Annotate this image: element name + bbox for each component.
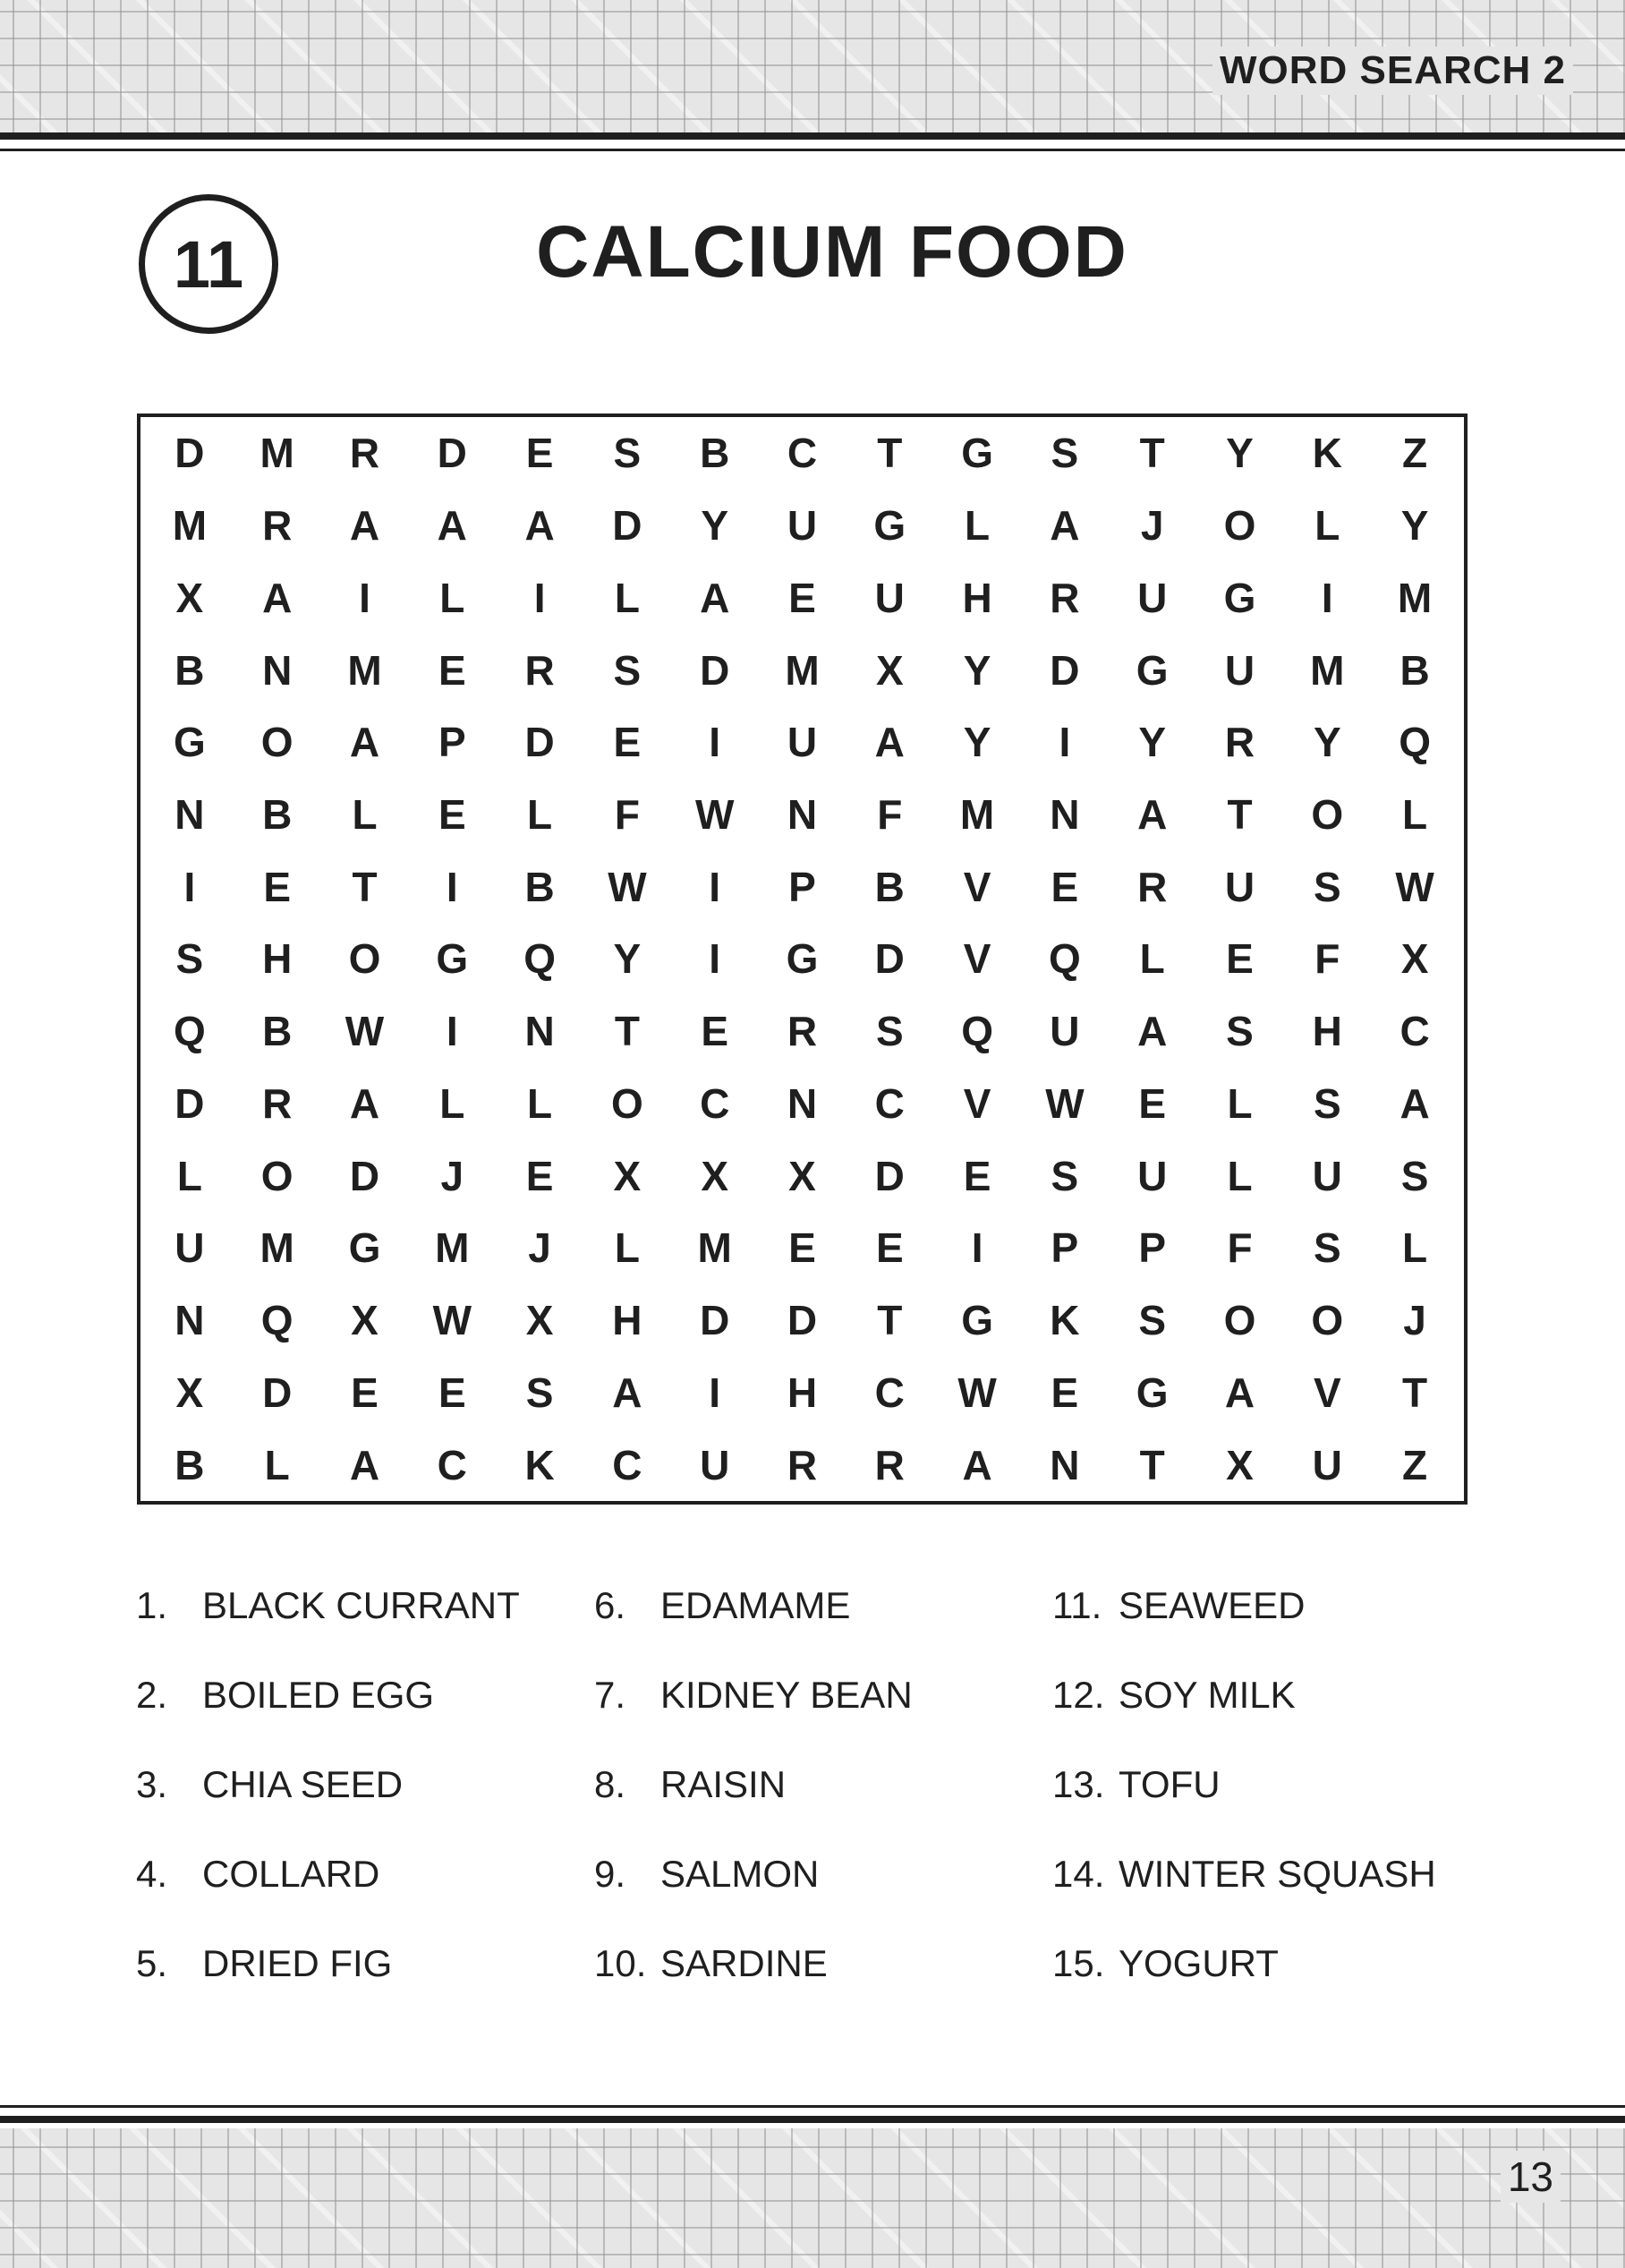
- grid-cell[interactable]: M: [959, 791, 995, 839]
- grid-cell[interactable]: B: [174, 646, 205, 694]
- grid-cell[interactable]: T: [352, 863, 378, 910]
- grid-cell[interactable]: O: [348, 935, 381, 983]
- word-number: 10.: [594, 1942, 647, 1984]
- grid-cell[interactable]: E: [1226, 935, 1254, 983]
- grid-cell[interactable]: R: [262, 502, 293, 550]
- word-list: [136, 1584, 1478, 2014]
- grid-cell[interactable]: T: [1139, 430, 1165, 477]
- grid-cell[interactable]: S: [1051, 1152, 1079, 1199]
- word-list-item: [136, 1942, 594, 2032]
- grid-cell[interactable]: L: [527, 791, 553, 839]
- grid-cell[interactable]: B: [174, 1441, 205, 1488]
- grid-cell[interactable]: G: [174, 719, 206, 766]
- grid-cell[interactable]: A: [1137, 1008, 1168, 1055]
- grid-cell[interactable]: H: [1312, 1008, 1342, 1055]
- grid-cell[interactable]: B: [1400, 646, 1430, 694]
- word-text: YOGURT: [1119, 1942, 1279, 1984]
- grid-cell[interactable]: S: [1400, 1152, 1429, 1199]
- grid-cell[interactable]: M: [435, 1224, 470, 1272]
- grid-cell[interactable]: G: [873, 502, 906, 550]
- grid-cell[interactable]: X: [175, 574, 204, 621]
- grid-cell[interactable]: Q: [260, 1297, 294, 1344]
- page-title: CALCIUM FOOD: [536, 211, 1128, 293]
- word-text: BOILED EGG: [202, 1674, 435, 1716]
- grid-cell[interactable]: F: [614, 791, 640, 839]
- grid-cell[interactable]: T: [614, 1008, 640, 1055]
- grid-cell[interactable]: G: [961, 1297, 993, 1344]
- grid-cell[interactable]: I: [709, 935, 721, 983]
- grid-cell[interactable]: E: [351, 1368, 379, 1416]
- grid-cell[interactable]: S: [1313, 863, 1341, 910]
- grid-cell[interactable]: U: [1312, 1152, 1342, 1199]
- grid-cell[interactable]: Y: [963, 646, 991, 694]
- grid-cell[interactable]: L: [1402, 1224, 1428, 1272]
- grid-cell[interactable]: D: [787, 1297, 818, 1344]
- grid-cell[interactable]: O: [260, 1152, 294, 1199]
- word-text: COLLARD: [202, 1853, 380, 1895]
- grid-cell[interactable]: E: [701, 1008, 729, 1055]
- word-list-item: [136, 1584, 594, 1674]
- page-number: 13: [1501, 2151, 1561, 2203]
- grid-cell[interactable]: P: [438, 719, 466, 766]
- grid-cell[interactable]: R: [874, 1441, 905, 1488]
- grid-cell[interactable]: E: [788, 1224, 816, 1272]
- grid-cell[interactable]: N: [262, 646, 293, 694]
- letter-grid: [137, 414, 1468, 1505]
- grid-cell[interactable]: W: [694, 791, 735, 839]
- word-list-item: [136, 1763, 594, 1853]
- word-text: KIDNEY BEAN: [660, 1674, 913, 1716]
- grid-cell[interactable]: N: [174, 1297, 205, 1344]
- grid-cell[interactable]: U: [174, 1224, 205, 1272]
- grid-cell[interactable]: M: [172, 502, 208, 550]
- grid-cell[interactable]: C: [612, 1441, 642, 1488]
- grid-cell[interactable]: L: [1139, 935, 1165, 983]
- grid-cell[interactable]: A: [1224, 1368, 1255, 1416]
- grid-cell[interactable]: D: [700, 1297, 730, 1344]
- grid-cell[interactable]: P: [1138, 1224, 1167, 1272]
- word-text: CHIA SEED: [202, 1763, 404, 1805]
- grid-cell[interactable]: L: [1227, 1079, 1253, 1127]
- grid-cell[interactable]: H: [612, 1297, 642, 1344]
- grid-cell[interactable]: M: [1310, 646, 1345, 694]
- grid-cell[interactable]: J: [440, 1152, 464, 1199]
- grid-cell[interactable]: Z: [1402, 1441, 1428, 1488]
- grid-cell[interactable]: Y: [613, 935, 642, 983]
- footer-divider-thick: [0, 2116, 1625, 2123]
- grid-cell[interactable]: E: [613, 719, 642, 766]
- grid-cell[interactable]: V: [1313, 1368, 1341, 1416]
- grid-cell[interactable]: U: [700, 1441, 730, 1488]
- grid-cell[interactable]: C: [787, 430, 818, 477]
- grid-cell[interactable]: G: [348, 1224, 381, 1272]
- word-number: 11.: [1052, 1584, 1102, 1626]
- grid-cell[interactable]: Q: [1399, 719, 1431, 766]
- word-text: WINTER SQUASH: [1119, 1853, 1436, 1895]
- grid-cell[interactable]: X: [175, 1368, 204, 1416]
- grid-cell[interactable]: Y: [963, 719, 991, 766]
- word-number: 4.: [136, 1853, 168, 1895]
- grid-cell[interactable]: A: [349, 502, 380, 550]
- grid-cell[interactable]: L: [614, 1224, 640, 1272]
- grid-cell[interactable]: I: [709, 1368, 721, 1416]
- word-list-item: [1052, 1763, 1478, 1853]
- word-number: 15.: [1052, 1942, 1105, 1984]
- grid-cell[interactable]: M: [697, 1224, 732, 1272]
- grid-cell[interactable]: K: [1312, 430, 1342, 477]
- grid-cell[interactable]: C: [700, 1079, 730, 1127]
- grid-cell[interactable]: I: [446, 1008, 458, 1055]
- grid-cell[interactable]: O: [1223, 502, 1256, 550]
- grid-cell[interactable]: N: [1050, 1441, 1080, 1488]
- grid-cell[interactable]: K: [1050, 1297, 1080, 1344]
- grid-cell[interactable]: I: [971, 1224, 983, 1272]
- grid-cell[interactable]: X: [1400, 935, 1429, 983]
- grid-cell[interactable]: A: [349, 1079, 380, 1127]
- grid-cell[interactable]: X: [525, 1297, 554, 1344]
- word-number: 8.: [594, 1763, 626, 1805]
- grid-cell[interactable]: I: [1059, 719, 1071, 766]
- grid-cell[interactable]: M: [259, 430, 294, 477]
- grid-cell[interactable]: K: [524, 1441, 555, 1488]
- grid-cell[interactable]: E: [963, 1152, 991, 1199]
- grid-cell[interactable]: Q: [1049, 935, 1081, 983]
- grid-cell[interactable]: L: [527, 1079, 553, 1127]
- grid-cell[interactable]: U: [1312, 1441, 1342, 1488]
- word-text: TOFU: [1119, 1763, 1221, 1805]
- grid-cell[interactable]: H: [962, 574, 992, 621]
- grid-cell[interactable]: E: [875, 1224, 904, 1272]
- grid-cell[interactable]: T: [1139, 1441, 1165, 1488]
- grid-cell[interactable]: Y: [1138, 719, 1167, 766]
- grid-cell[interactable]: U: [1224, 646, 1255, 694]
- grid-cell[interactable]: D: [612, 502, 642, 550]
- grid-cell[interactable]: L: [176, 1152, 202, 1199]
- grid-cell[interactable]: F: [877, 791, 903, 839]
- grid-cell[interactable]: E: [438, 791, 466, 839]
- grid-cell[interactable]: M: [1397, 574, 1433, 621]
- grid-cell[interactable]: Q: [523, 935, 556, 983]
- grid-cell[interactable]: S: [1226, 1008, 1254, 1055]
- grid-cell[interactable]: C: [437, 1441, 467, 1488]
- grid-cell[interactable]: M: [259, 1224, 294, 1272]
- grid-cell[interactable]: Y: [1226, 430, 1254, 477]
- grid-cell[interactable]: L: [439, 574, 465, 621]
- grid-cell[interactable]: I: [709, 719, 721, 766]
- word-text: SOY MILK: [1119, 1674, 1296, 1716]
- grid-cell[interactable]: W: [345, 1008, 385, 1055]
- grid-cell[interactable]: X: [351, 1297, 379, 1344]
- grid-cell[interactable]: R: [262, 1079, 293, 1127]
- grid-cell[interactable]: E: [788, 574, 816, 621]
- word-list-item: [136, 1853, 594, 1942]
- grid-cell[interactable]: S: [1051, 430, 1079, 477]
- header-label: WORD SEARCH 2: [1212, 47, 1573, 95]
- grid-cell[interactable]: D: [349, 1152, 380, 1199]
- grid-cell[interactable]: A: [1050, 502, 1080, 550]
- word-number: 7.: [594, 1674, 626, 1716]
- grid-cell[interactable]: D: [174, 1079, 205, 1127]
- word-list-item: [594, 1584, 1052, 1674]
- word-list-item: [1052, 1942, 1478, 2032]
- grid-cell[interactable]: G: [1136, 646, 1169, 694]
- word-text: EDAMAME: [660, 1584, 851, 1626]
- grid-cell[interactable]: G: [1136, 1368, 1169, 1416]
- grid-cell[interactable]: R: [349, 430, 380, 477]
- grid-cell[interactable]: D: [262, 1368, 293, 1416]
- grid-cell[interactable]: E: [1138, 1079, 1167, 1127]
- grid-cell[interactable]: D: [437, 430, 467, 477]
- word-number: 6.: [594, 1584, 626, 1626]
- grid-cell[interactable]: B: [874, 863, 905, 910]
- word-list-item: [594, 1763, 1052, 1853]
- grid-cell[interactable]: G: [961, 430, 993, 477]
- word-list-item: [1052, 1853, 1478, 1942]
- grid-cell[interactable]: G: [786, 935, 819, 983]
- word-number: 1.: [136, 1584, 168, 1626]
- grid-cell[interactable]: N: [174, 791, 205, 839]
- grid-cell[interactable]: P: [1051, 1224, 1079, 1272]
- grid-cell[interactable]: I: [183, 863, 196, 910]
- grid-cell[interactable]: O: [611, 1079, 643, 1127]
- grid-cell[interactable]: O: [1311, 1297, 1344, 1344]
- grid-cell[interactable]: G: [436, 935, 469, 983]
- grid-cell[interactable]: D: [1050, 646, 1080, 694]
- word-list-item: [594, 1674, 1052, 1763]
- grid-cell[interactable]: P: [788, 863, 816, 910]
- grid-cell[interactable]: D: [524, 719, 555, 766]
- header-divider-thick: [0, 132, 1625, 140]
- grid-cell[interactable]: A: [612, 1368, 642, 1416]
- grid-cell[interactable]: L: [965, 502, 991, 550]
- grid-cell[interactable]: E: [525, 430, 554, 477]
- grid-cell[interactable]: U: [1137, 574, 1168, 621]
- word-list-item: [594, 1942, 1052, 2032]
- grid-cell[interactable]: B: [524, 863, 555, 910]
- grid-cell[interactable]: G: [1223, 574, 1256, 621]
- grid-cell[interactable]: X: [701, 1152, 729, 1199]
- grid-cell[interactable]: U: [787, 719, 818, 766]
- grid-cell[interactable]: R: [787, 1441, 818, 1488]
- grid-cell[interactable]: S: [613, 646, 642, 694]
- grid-cell[interactable]: A: [962, 1441, 992, 1488]
- grid-cell[interactable]: A: [524, 502, 555, 550]
- grid-cell[interactable]: B: [700, 430, 730, 477]
- word-text: RAISIN: [660, 1763, 787, 1805]
- grid-cell[interactable]: S: [1313, 1079, 1341, 1127]
- grid-cell[interactable]: X: [788, 1152, 816, 1199]
- grid-cell[interactable]: Y: [701, 502, 729, 550]
- grid-cell[interactable]: T: [1227, 791, 1253, 839]
- grid-cell[interactable]: L: [614, 574, 640, 621]
- grid-cell[interactable]: F: [1314, 935, 1340, 983]
- grid-cell[interactable]: U: [1224, 863, 1255, 910]
- grid-cell[interactable]: U: [787, 502, 818, 550]
- grid-cell[interactable]: W: [957, 1368, 997, 1416]
- grid-cell[interactable]: H: [262, 935, 293, 983]
- word-number: 13.: [1052, 1763, 1105, 1805]
- grid-cell[interactable]: V: [963, 1079, 991, 1127]
- grid-cell[interactable]: S: [1313, 1224, 1341, 1272]
- grid-cell[interactable]: R: [1050, 574, 1080, 621]
- grid-cell[interactable]: T: [877, 430, 903, 477]
- grid-cell[interactable]: L: [264, 1441, 290, 1488]
- grid-cell[interactable]: Y: [1313, 719, 1341, 766]
- grid-cell[interactable]: S: [525, 1368, 554, 1416]
- grid-cell[interactable]: L: [439, 1079, 465, 1127]
- grid-cell[interactable]: I: [1321, 574, 1333, 621]
- grid-cell[interactable]: A: [349, 719, 380, 766]
- grid-cell[interactable]: E: [438, 646, 466, 694]
- grid-cell[interactable]: V: [963, 863, 991, 910]
- word-list-item: [136, 1674, 594, 1763]
- grid-cell[interactable]: J: [1140, 502, 1164, 550]
- grid-cell[interactable]: O: [260, 719, 294, 766]
- word-number: 5.: [136, 1942, 168, 1984]
- word-list-item: [1052, 1674, 1478, 1763]
- grid-cell[interactable]: W: [1395, 863, 1434, 910]
- grid-cell[interactable]: N: [1050, 791, 1080, 839]
- grid-cell[interactable]: Q: [174, 1008, 206, 1055]
- grid-cell[interactable]: D: [174, 430, 205, 477]
- grid-cell[interactable]: N: [524, 1008, 555, 1055]
- grid-cell[interactable]: H: [787, 1368, 818, 1416]
- grid-cell[interactable]: M: [347, 646, 382, 694]
- word-number: 12.: [1052, 1674, 1105, 1716]
- word-number: 3.: [136, 1763, 168, 1805]
- word-text: BLACK CURRANT: [202, 1584, 520, 1626]
- word-text: SEAWEED: [1119, 1584, 1306, 1626]
- grid-cell[interactable]: X: [1226, 1441, 1254, 1488]
- grid-cell[interactable]: I: [709, 863, 721, 910]
- grid-cell[interactable]: R: [1224, 719, 1255, 766]
- grid-cell[interactable]: E: [263, 863, 292, 910]
- grid-cell[interactable]: R: [787, 1008, 818, 1055]
- word-text: DRIED FIG: [202, 1942, 393, 1984]
- grid-cell[interactable]: D: [874, 935, 905, 983]
- grid-cell[interactable]: B: [262, 1008, 293, 1055]
- grid-cell[interactable]: E: [438, 1368, 466, 1416]
- grid-cell[interactable]: S: [613, 430, 642, 477]
- grid-cell[interactable]: L: [1314, 502, 1340, 550]
- grid-cell[interactable]: Z: [1402, 430, 1428, 477]
- grid-cell[interactable]: X: [875, 646, 904, 694]
- grid-cell[interactable]: S: [1138, 1297, 1167, 1344]
- puzzle-number-badge: [139, 194, 278, 334]
- grid-cell[interactable]: U: [1137, 1152, 1168, 1199]
- grid-cell[interactable]: A: [1137, 791, 1168, 839]
- grid-cell[interactable]: E: [1051, 863, 1079, 910]
- grid-cell[interactable]: J: [1403, 1297, 1426, 1344]
- grid-cell[interactable]: E: [1051, 1368, 1079, 1416]
- grid-cell[interactable]: S: [875, 1008, 904, 1055]
- grid-cell[interactable]: L: [1227, 1152, 1253, 1199]
- grid-cell[interactable]: A: [874, 719, 905, 766]
- grid-cell[interactable]: A: [262, 574, 293, 621]
- word-number: 14.: [1052, 1853, 1105, 1895]
- grid-cell[interactable]: T: [877, 1297, 903, 1344]
- grid-cell[interactable]: O: [1311, 791, 1344, 839]
- grid-cell[interactable]: I: [446, 863, 458, 910]
- grid-cell[interactable]: E: [525, 1152, 554, 1199]
- grid-cell[interactable]: O: [1223, 1297, 1256, 1344]
- word-text: SALMON: [660, 1853, 820, 1895]
- grid-cell[interactable]: C: [1400, 1008, 1430, 1055]
- grid-cell[interactable]: I: [533, 574, 546, 621]
- grid-cell[interactable]: N: [787, 791, 818, 839]
- grid-cell[interactable]: R: [524, 646, 555, 694]
- grid-cell[interactable]: W: [1045, 1079, 1085, 1127]
- grid-cell[interactable]: A: [349, 1441, 380, 1488]
- puzzle-number: 11: [173, 226, 244, 302]
- grid-cell[interactable]: C: [874, 1368, 905, 1416]
- grid-cell[interactable]: W: [608, 863, 647, 910]
- grid-cell[interactable]: J: [528, 1224, 551, 1272]
- grid-cell[interactable]: A: [437, 502, 467, 550]
- grid-cell[interactable]: L: [1402, 791, 1428, 839]
- footer-divider-thin: [0, 2105, 1625, 2108]
- grid-cell[interactable]: V: [963, 935, 991, 983]
- grid-cell[interactable]: R: [1137, 863, 1168, 910]
- grid-cell[interactable]: X: [613, 1152, 642, 1199]
- footer-pattern-band: [0, 2128, 1625, 2268]
- grid-cell[interactable]: D: [700, 646, 730, 694]
- grid-cell[interactable]: Q: [961, 1008, 993, 1055]
- word-list-item: [1052, 1584, 1478, 1674]
- grid-cell[interactable]: A: [700, 574, 730, 621]
- grid-cell[interactable]: U: [1050, 1008, 1080, 1055]
- grid-cell[interactable]: C: [874, 1079, 905, 1127]
- grid-cell[interactable]: U: [874, 574, 905, 621]
- grid-cell[interactable]: L: [352, 791, 378, 839]
- grid-cell[interactable]: W: [432, 1297, 472, 1344]
- grid-cell[interactable]: S: [175, 935, 204, 983]
- grid-cell[interactable]: Y: [1400, 502, 1429, 550]
- grid-cell[interactable]: B: [262, 791, 293, 839]
- word-text: SARDINE: [660, 1942, 828, 1984]
- grid-cell[interactable]: M: [785, 646, 820, 694]
- word-number: 9.: [594, 1853, 626, 1895]
- grid-cell[interactable]: F: [1227, 1224, 1253, 1272]
- grid-cell[interactable]: A: [1400, 1079, 1430, 1127]
- grid-cell[interactable]: I: [359, 574, 370, 621]
- grid-cell[interactable]: D: [874, 1152, 905, 1199]
- header-divider-thin: [0, 149, 1625, 151]
- grid-cell[interactable]: N: [787, 1079, 818, 1127]
- word-list-item: [594, 1853, 1052, 1942]
- word-number: 2.: [136, 1674, 168, 1716]
- grid-cell[interactable]: T: [1402, 1368, 1428, 1416]
